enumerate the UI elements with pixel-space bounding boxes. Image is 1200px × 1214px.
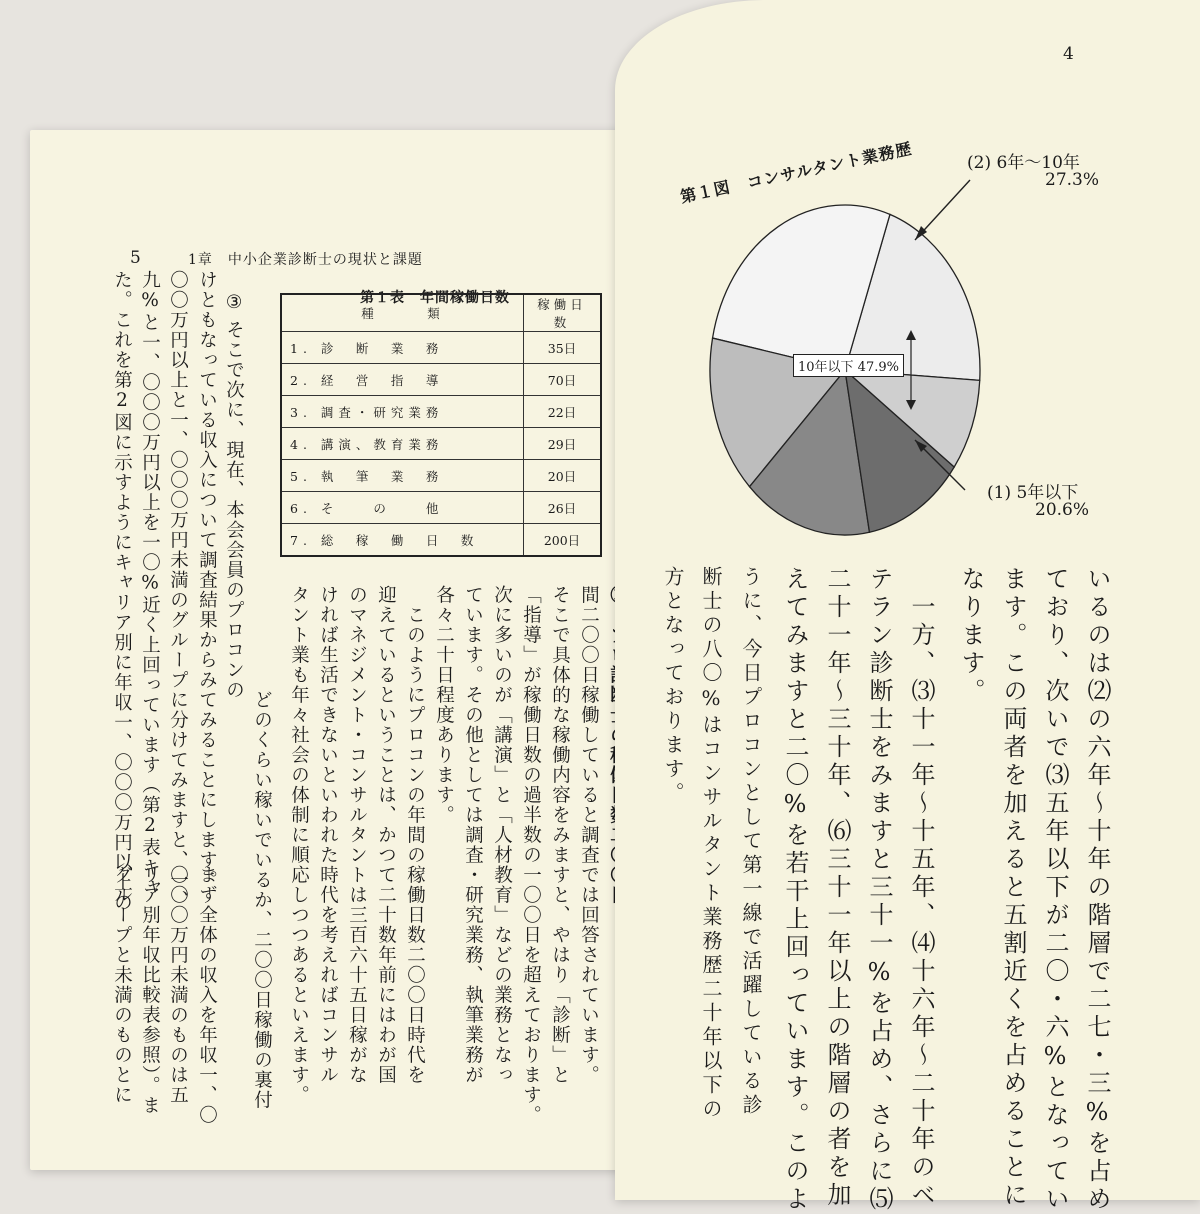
body-column: 迎えているということは、かつて二十数年前にはわが国 (375, 585, 397, 1085)
body-column: 間二〇〇日稼働していると調査では回答されています。 (578, 585, 600, 1085)
left-text-column: 〇〇万円以上と一、〇〇〇万円未満のグループに分けてみますと、一、 (167, 270, 189, 910)
right-page (615, 0, 1200, 1214)
label-five-or-less-pct: 20.6% (1035, 500, 1090, 520)
table-cell-days: 26日 (524, 492, 602, 524)
table-caption: 第１表 年間稼働日数 (360, 290, 510, 306)
table-cell-days: 70日 (524, 364, 602, 396)
left-text-column-tail: グループと未満のものとに (111, 865, 133, 1105)
left-text-column-tail: まず全体の収入を年収一、〇 (196, 865, 218, 1125)
table-row (281, 524, 601, 557)
left-text-column-tail: リア別年収比較表参照）。ま (139, 865, 161, 1116)
left-page (30, 130, 635, 1170)
table-cell-days: 22日 (524, 396, 602, 428)
table-row (281, 396, 601, 428)
table-cell-label: 2. 経 営 指 導 (281, 364, 524, 396)
body-column: 一方、⑶十一年～十五年、⑷十六年～二十年のベ (907, 566, 935, 1210)
left-col-start-mark: ③ (223, 292, 245, 315)
label-five-or-less: (1) 5年以下 (987, 483, 1079, 503)
body-column: このようにプロコンの年間の稼働日数二〇〇日時代を (404, 585, 426, 1085)
body-column: なります。 (957, 566, 985, 706)
body-column: テラン診断士をみますと三十一%を占め、さらに⑸ (865, 566, 893, 1214)
table-cell-label: 6. そ の 他 (281, 492, 524, 524)
body-column: ます。この両者を加えると五割近くを占めることに (999, 566, 1027, 1210)
table-header-row (281, 294, 601, 332)
body-column: ければ生活できないといわれた時代を考えればコンサル (317, 585, 339, 1085)
left-text-column: そこで次に、現在、本会会員のプロコンの (223, 320, 245, 700)
table-row (281, 428, 601, 460)
table-row (281, 364, 601, 396)
body-column: ています。その他としては調査・研究業務、執筆業務が (462, 585, 484, 1085)
body-column: 「指導」が稼働日数の過半数の一〇〇日を超えております。 (520, 585, 542, 1125)
table-cell-label: 7. 総 稼 働 日 数 (281, 524, 524, 557)
table-header-days: 稼働日数 (524, 294, 602, 332)
workday-table (280, 293, 602, 557)
left-page-number: 5 (130, 248, 141, 268)
table-row (281, 460, 601, 492)
label-six-to-ten-pct: 27.3% (1045, 170, 1100, 190)
body-column: えてみますと二〇%を若干上回っています。このよ (781, 566, 809, 1214)
body-column: 二十一年～三十年、⑹三十一年以上の階層の者を加 (823, 566, 851, 1210)
left-text-column: 九%と一、〇〇〇万円以上を一〇%近く上回っています（第2表キャ (139, 270, 161, 898)
body-column: 次に多いのが「講演」と「人材教育」などの業務となっ (491, 585, 513, 1085)
left-text-column-tail: 〇〇〇万円未満のものは五 (167, 865, 189, 1105)
body-column: いるのは⑵の六年～十年の階層で二七・三%を占め (1083, 566, 1111, 1214)
table-cell-label: 4. 講演、教育業務 (281, 428, 524, 460)
right-page-number: 4 (1063, 44, 1074, 64)
left-text-column-tail: どのくらい稼いでいるか、二〇〇日稼働の裏付 (251, 690, 273, 1110)
body-column: のマネジメント・コンサルタントは三百六十五日稼がな (346, 585, 368, 1085)
table-cell-label: 5. 執 筆 業 務 (281, 460, 524, 492)
table-cell-days: 20日 (524, 460, 602, 492)
table-cell-days: 35日 (524, 332, 602, 364)
body-column: そこで具体的な稼働内容をみますと、やはり「診断」と (549, 585, 571, 1085)
label-six-to-ten: (2) 6年～10年 (967, 153, 1080, 173)
left-text-column: た。これを第2図に示すようにキャリア別に年収一、〇〇〇万円以上の (111, 270, 133, 913)
body-column: 断士の八〇%はコンサルタント業務歴二十年以下の (699, 566, 723, 1122)
label-ten-or-less: 10年以下 47.9% (793, 354, 904, 377)
table-row (281, 492, 601, 524)
table-cell-label: 1. 診 断 業 務 (281, 332, 524, 364)
body-column: ており、次いで⑶五年以下が二〇・六%となってい (1041, 566, 1069, 1214)
table-cell-days: 29日 (524, 428, 602, 460)
running-head: 1章 中小企業診断士の現状と課題 (188, 252, 423, 268)
table-header-type: 種 類 (281, 294, 524, 332)
body-column: うに、今日プロコンとして第一線で活躍している診 (739, 566, 763, 1118)
figure-caption: 第１図 コンサルタント業務歴 (678, 138, 914, 207)
pie-chart (615, 0, 1200, 620)
body-column: 各々二十日程度あります。 (433, 585, 455, 825)
body-column: 方となっております。 (661, 566, 685, 806)
table-cell-label: 3. 調査・研究業務 (281, 396, 524, 428)
table-row (281, 332, 601, 364)
body-column: タント業も年々社会の体制に順応しつつあるといえます。 (288, 585, 310, 1105)
left-text-column: けともなっている収入について調査結果からみてみることにします。 (196, 270, 218, 890)
table-cell-days: 200日 (524, 524, 602, 557)
